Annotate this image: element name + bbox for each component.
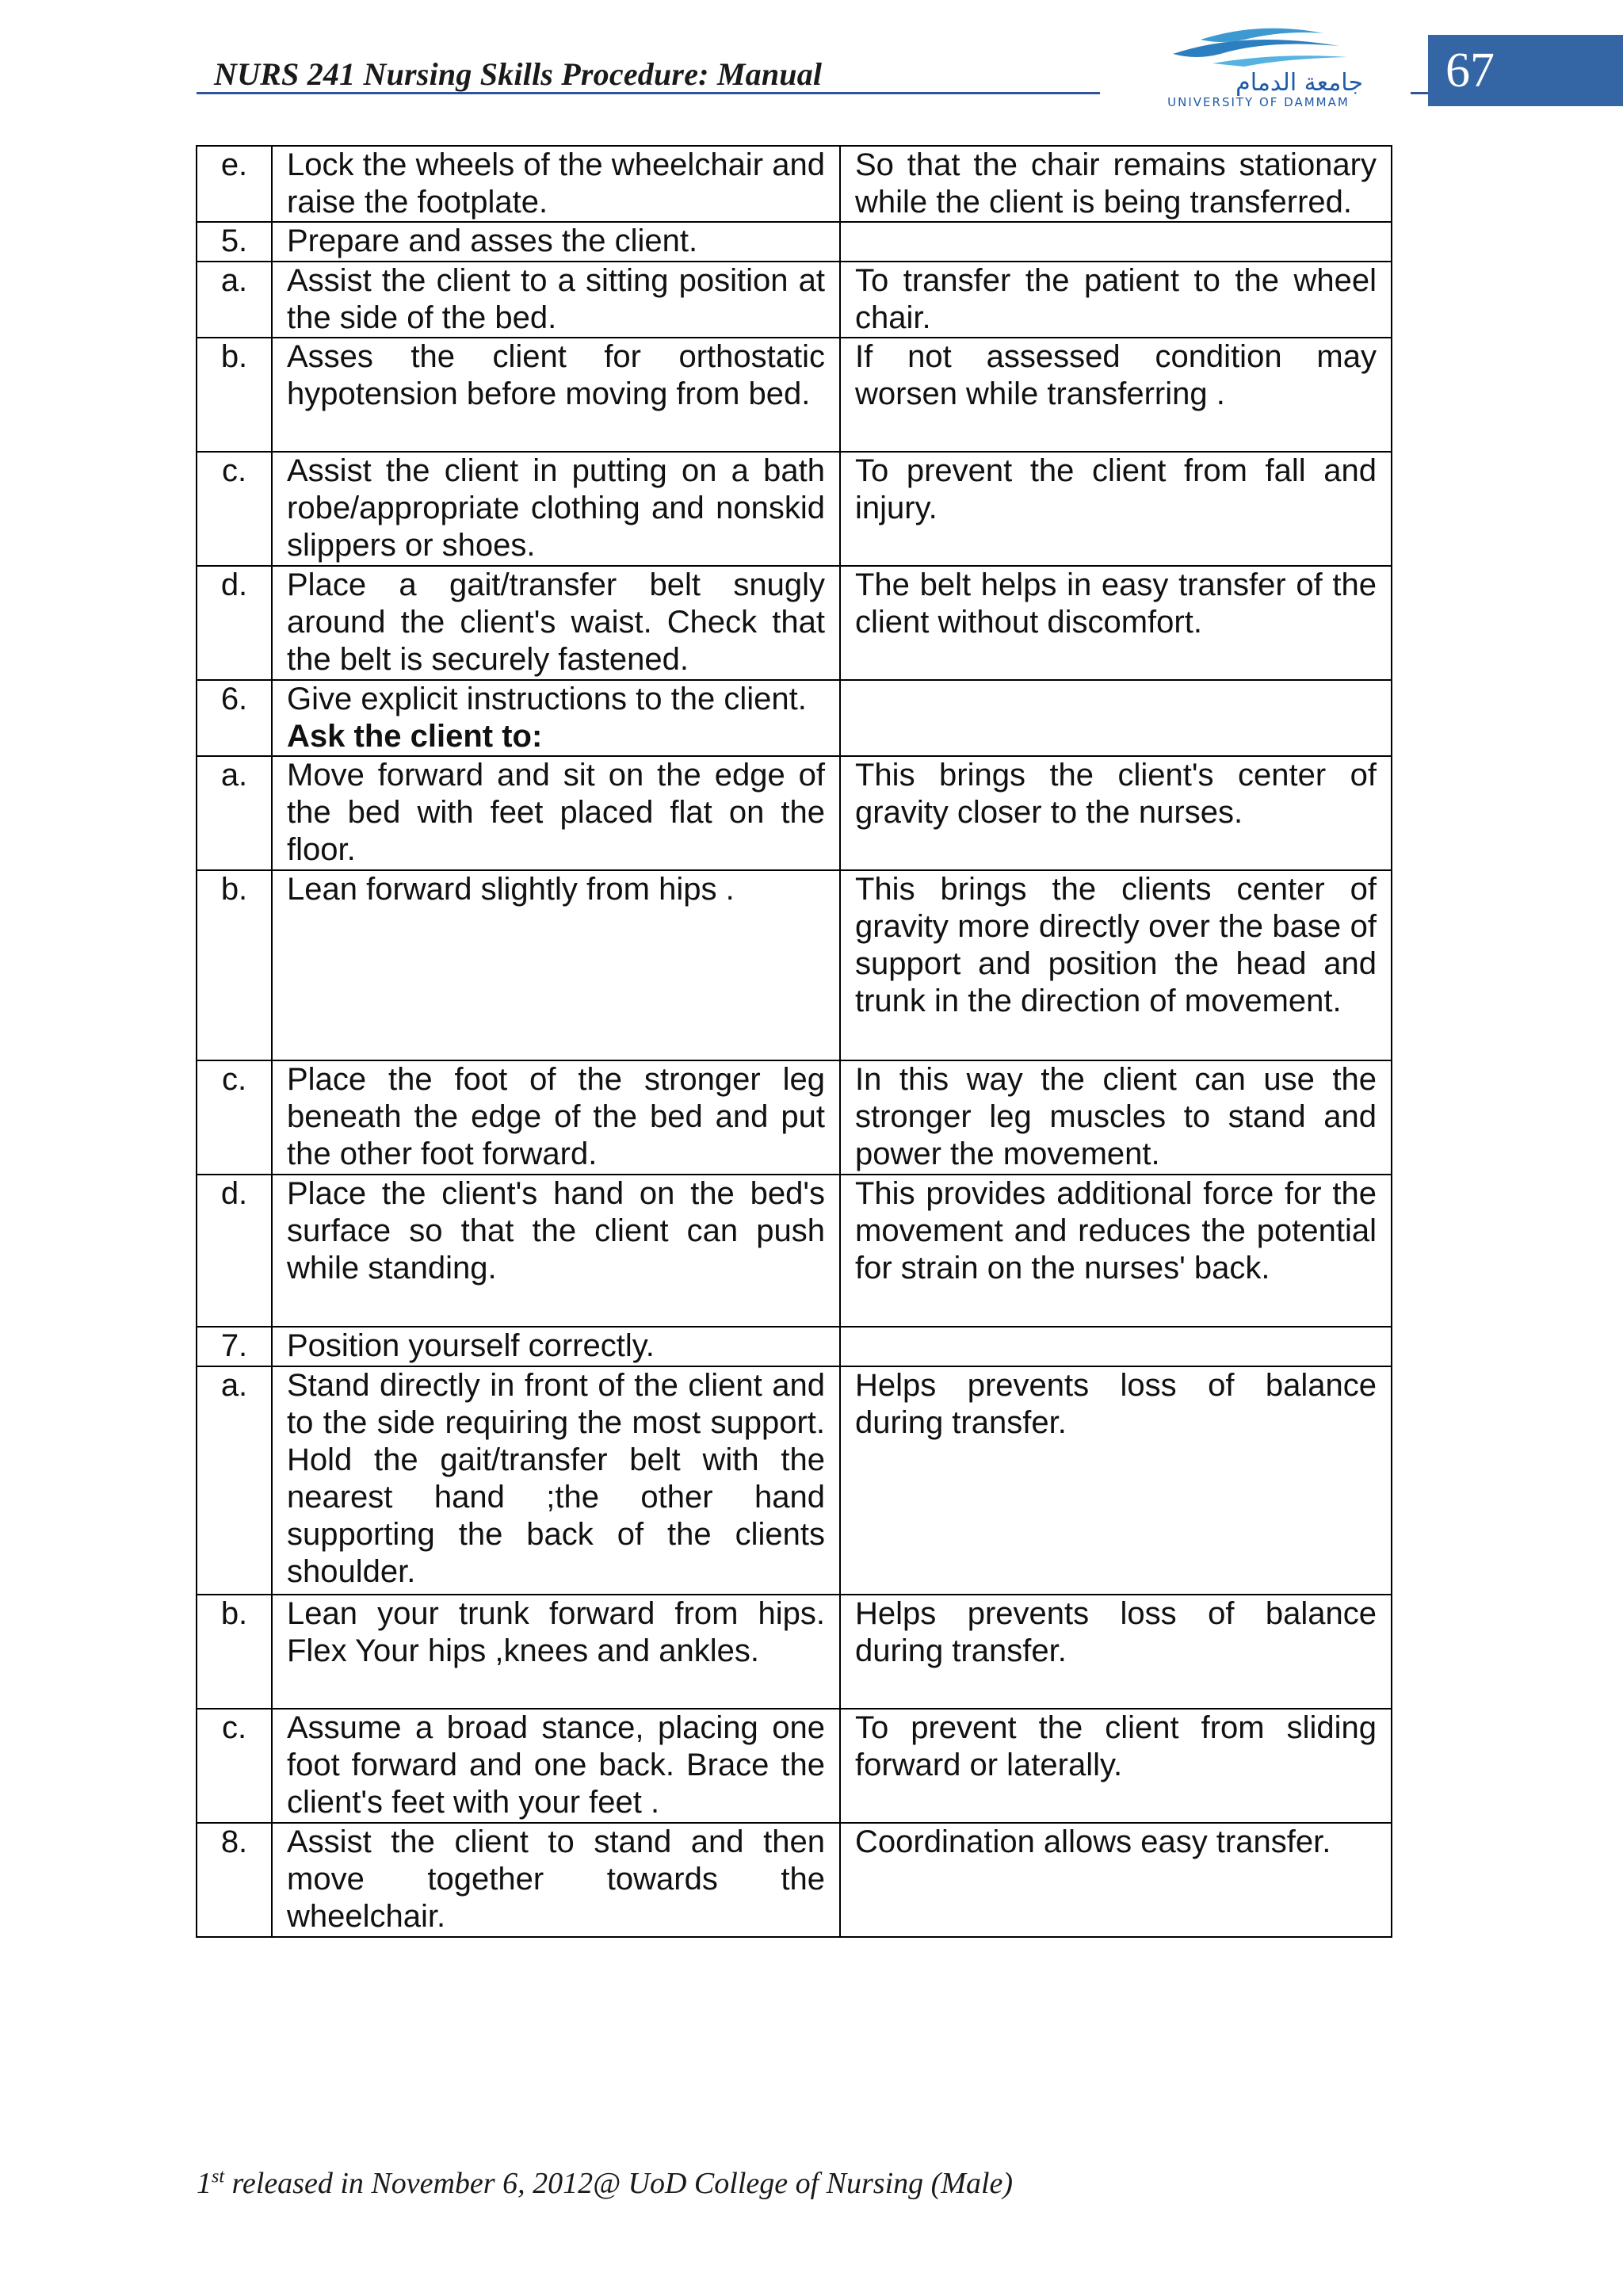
rationale-text <box>840 1327 1392 1366</box>
footer-superscript: st <box>212 2166 225 2187</box>
rationale-text: Coordination allows easy transfer. <box>840 1823 1392 1937</box>
rationale-text: The belt helps in easy transfer of the client without discomfort. <box>840 566 1392 680</box>
step-number: a. <box>197 262 272 338</box>
step-text: Lock the wheels of the wheelchair and raise the footplate. <box>272 146 840 222</box>
table-row <box>197 566 1392 680</box>
table-row <box>197 1327 1392 1366</box>
rationale-text: This brings the clients center of gravity more directly over the base of support and position the head and trunk in the direction of movement. <box>840 870 1392 1060</box>
step-number: 6. <box>197 680 272 756</box>
table-row <box>197 1709 1392 1823</box>
step-number: c. <box>197 1060 272 1175</box>
table-row <box>197 1175 1392 1327</box>
rationale-text: To prevent the client from fall and injury. <box>840 452 1392 566</box>
step-number: 5. <box>197 222 272 262</box>
step-text: Place the client's hand on the bed's surface so that the client can push while standing. <box>272 1175 840 1327</box>
step-text: Position yourself correctly. <box>272 1327 840 1366</box>
table-row <box>197 1060 1392 1175</box>
table-row <box>197 1595 1392 1709</box>
step-cell <box>272 680 840 756</box>
step-text: Give explicit instructions to the client. <box>287 682 807 716</box>
step-number: d. <box>197 566 272 680</box>
table-row <box>197 1823 1392 1937</box>
step-text: Assist the client to a sitting position at the side of the bed. <box>272 262 840 338</box>
rationale-text: If not assessed condition may worsen while transferring . <box>840 338 1392 452</box>
step-text: Prepare and asses the client. <box>272 222 840 262</box>
rationale-text <box>840 222 1392 262</box>
table-row <box>197 338 1392 452</box>
rationale-text: To prevent the client from sliding forward or laterally. <box>840 1709 1392 1823</box>
step-text: Move forward and sit on the edge of the bed with feet placed flat on the floor. <box>272 756 840 870</box>
header-title: NURS 241 Nursing Skills Procedure: Manual <box>214 56 823 92</box>
step-text: Asses the client for orthostatic hypotension before moving from bed. <box>272 338 840 452</box>
logo-english-text: UNIVERSITY OF DAMMAM <box>1167 95 1350 109</box>
step-number: b. <box>197 870 272 1060</box>
rationale-text: This provides additional force for the movement and reduces the potential for strain on the nurses' back. <box>840 1175 1392 1327</box>
step-emphasis: Ask the client to: <box>287 719 543 754</box>
step-text: Assume a broad stance, placing one foot forward and one back. Brace the client's feet with your feet . <box>272 1709 840 1823</box>
step-text: Lean forward slightly from hips . <box>272 870 840 1060</box>
table-row <box>197 146 1392 222</box>
rationale-text: In this way the client can use the stronger leg muscles to stand and power the movement. <box>840 1060 1392 1175</box>
rationale-text: Helps prevents loss of balance during transfer. <box>840 1366 1392 1595</box>
step-number: b. <box>197 338 272 452</box>
step-number: d. <box>197 1175 272 1327</box>
procedure-table <box>196 145 1392 1938</box>
step-text: Place the foot of the stronger leg beneath the edge of the bed and put the other foot forward. <box>272 1060 840 1175</box>
footer-prefix: 1 <box>197 2167 212 2200</box>
rationale-text: So that the chair remains stationary while the client is being transferred. <box>840 146 1392 222</box>
page-number: 67 <box>1428 35 1623 106</box>
step-text: Assist the client in putting on a bath robe/appropriate clothing and nonskid slippers or shoes. <box>272 452 840 566</box>
table-row <box>197 680 1392 756</box>
footer-note <box>197 2166 1013 2201</box>
step-number: a. <box>197 756 272 870</box>
table-row <box>197 222 1392 262</box>
footer-text: released in November 6, 2012@ UoD College of Nursing (Male) <box>224 2167 1014 2200</box>
step-number: 8. <box>197 1823 272 1937</box>
step-number: b. <box>197 1595 272 1709</box>
table-row <box>197 262 1392 338</box>
step-text: Assist the client to stand and then move together towards the wheelchair. <box>272 1823 840 1937</box>
rationale-text: This brings the client's center of gravity closer to the nurses. <box>840 756 1392 870</box>
rationale-text <box>840 680 1392 756</box>
step-text: Lean your trunk forward from hips. Flex Your hips ,knees and ankles. <box>272 1595 840 1709</box>
step-text: Stand directly in front of the client and to the side requiring the most support. Hold the gait/transfer belt with the nearest hand ;the other hand supporting the back of the clients shoulder. <box>272 1366 840 1595</box>
logo-arabic-text: جامعة الدمام <box>1235 69 1363 97</box>
table-row <box>197 1366 1392 1595</box>
step-number: c. <box>197 452 272 566</box>
header-rule <box>197 92 1100 94</box>
step-text: Place a gait/transfer belt snugly around the client's waist. Check that the belt is securely fastened. <box>272 566 840 680</box>
table-row <box>197 452 1392 566</box>
table-row <box>197 756 1392 870</box>
university-logo <box>1125 22 1395 109</box>
step-number: e. <box>197 146 272 222</box>
step-number: 7. <box>197 1327 272 1366</box>
step-number: c. <box>197 1709 272 1823</box>
rationale-text: Helps prevents loss of balance during transfer. <box>840 1595 1392 1709</box>
table-row <box>197 870 1392 1060</box>
step-number: a. <box>197 1366 272 1595</box>
rationale-text: To transfer the patient to the wheel chair. <box>840 262 1392 338</box>
